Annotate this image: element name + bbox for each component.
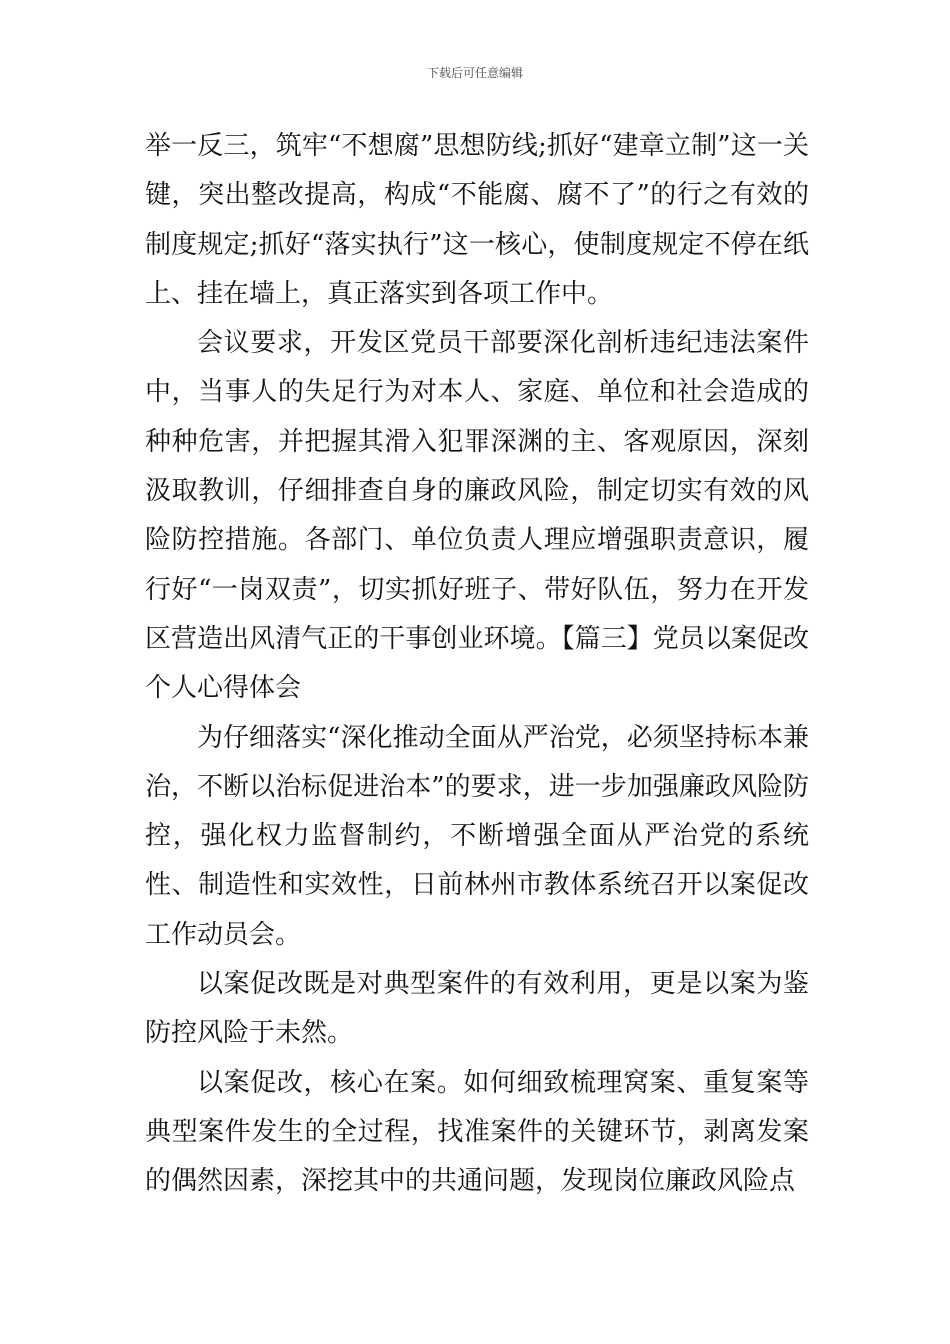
paragraph-1: 举一反三，筑牢“不想腐”思想防线;抓好“建章立制”这一关键，突出整改提高，构成“不能腐、腐不了”的行之有效的制度规定;抓好“落实执行”这一核心，使制度规定不停在纸上、挂在墙上，真正落实到各项工作中。 xyxy=(145,131,809,309)
document-body xyxy=(145,122,809,1207)
paragraph-5: 以案促改，核心在案。如何细致梳理窝案、重复案等典型案件发生的全过程，找准案件的关键环节，剥离发案的偶然因素，深挖其中的共通问题，发现岗位廉政风险点 xyxy=(145,1067,809,1197)
header-note: 下载后可任意编辑 xyxy=(426,66,523,80)
paragraph-2: 会议要求，开发区党员干部要深化剖析违纪违法案件中，当事人的失足行为对本人、家庭、单位和社会造成的种种危害，并把握其滑入犯罪深渊的主、客观原因，深刻汲取教训，仔细排查自身的廉政风险，制定切实有效的风险防控措施。各部门、单位负责人理应增强职责意识，履行好“一岗双责”，切实抓好班子、带好队伍，努力在开发区营造出风清气正的干事创业环境。【篇三】党员以案促改个人心得体会 xyxy=(145,328,809,704)
paragraph-3: 为仔细落实“深化推动全面从严治党，必须坚持标本兼治，不断以治标促进治本”的要求，进一步加强廉政风险防控，强化权力监督制约，不断增强全面从严治党的系统性、制造性和实效性，日前林州市教体系统召开以案促改工作动员会。 xyxy=(145,722,809,950)
paragraph-4: 以案促改既是对典型案件的有效利用，更是以案为鉴防控风险于未然。 xyxy=(145,969,809,1049)
